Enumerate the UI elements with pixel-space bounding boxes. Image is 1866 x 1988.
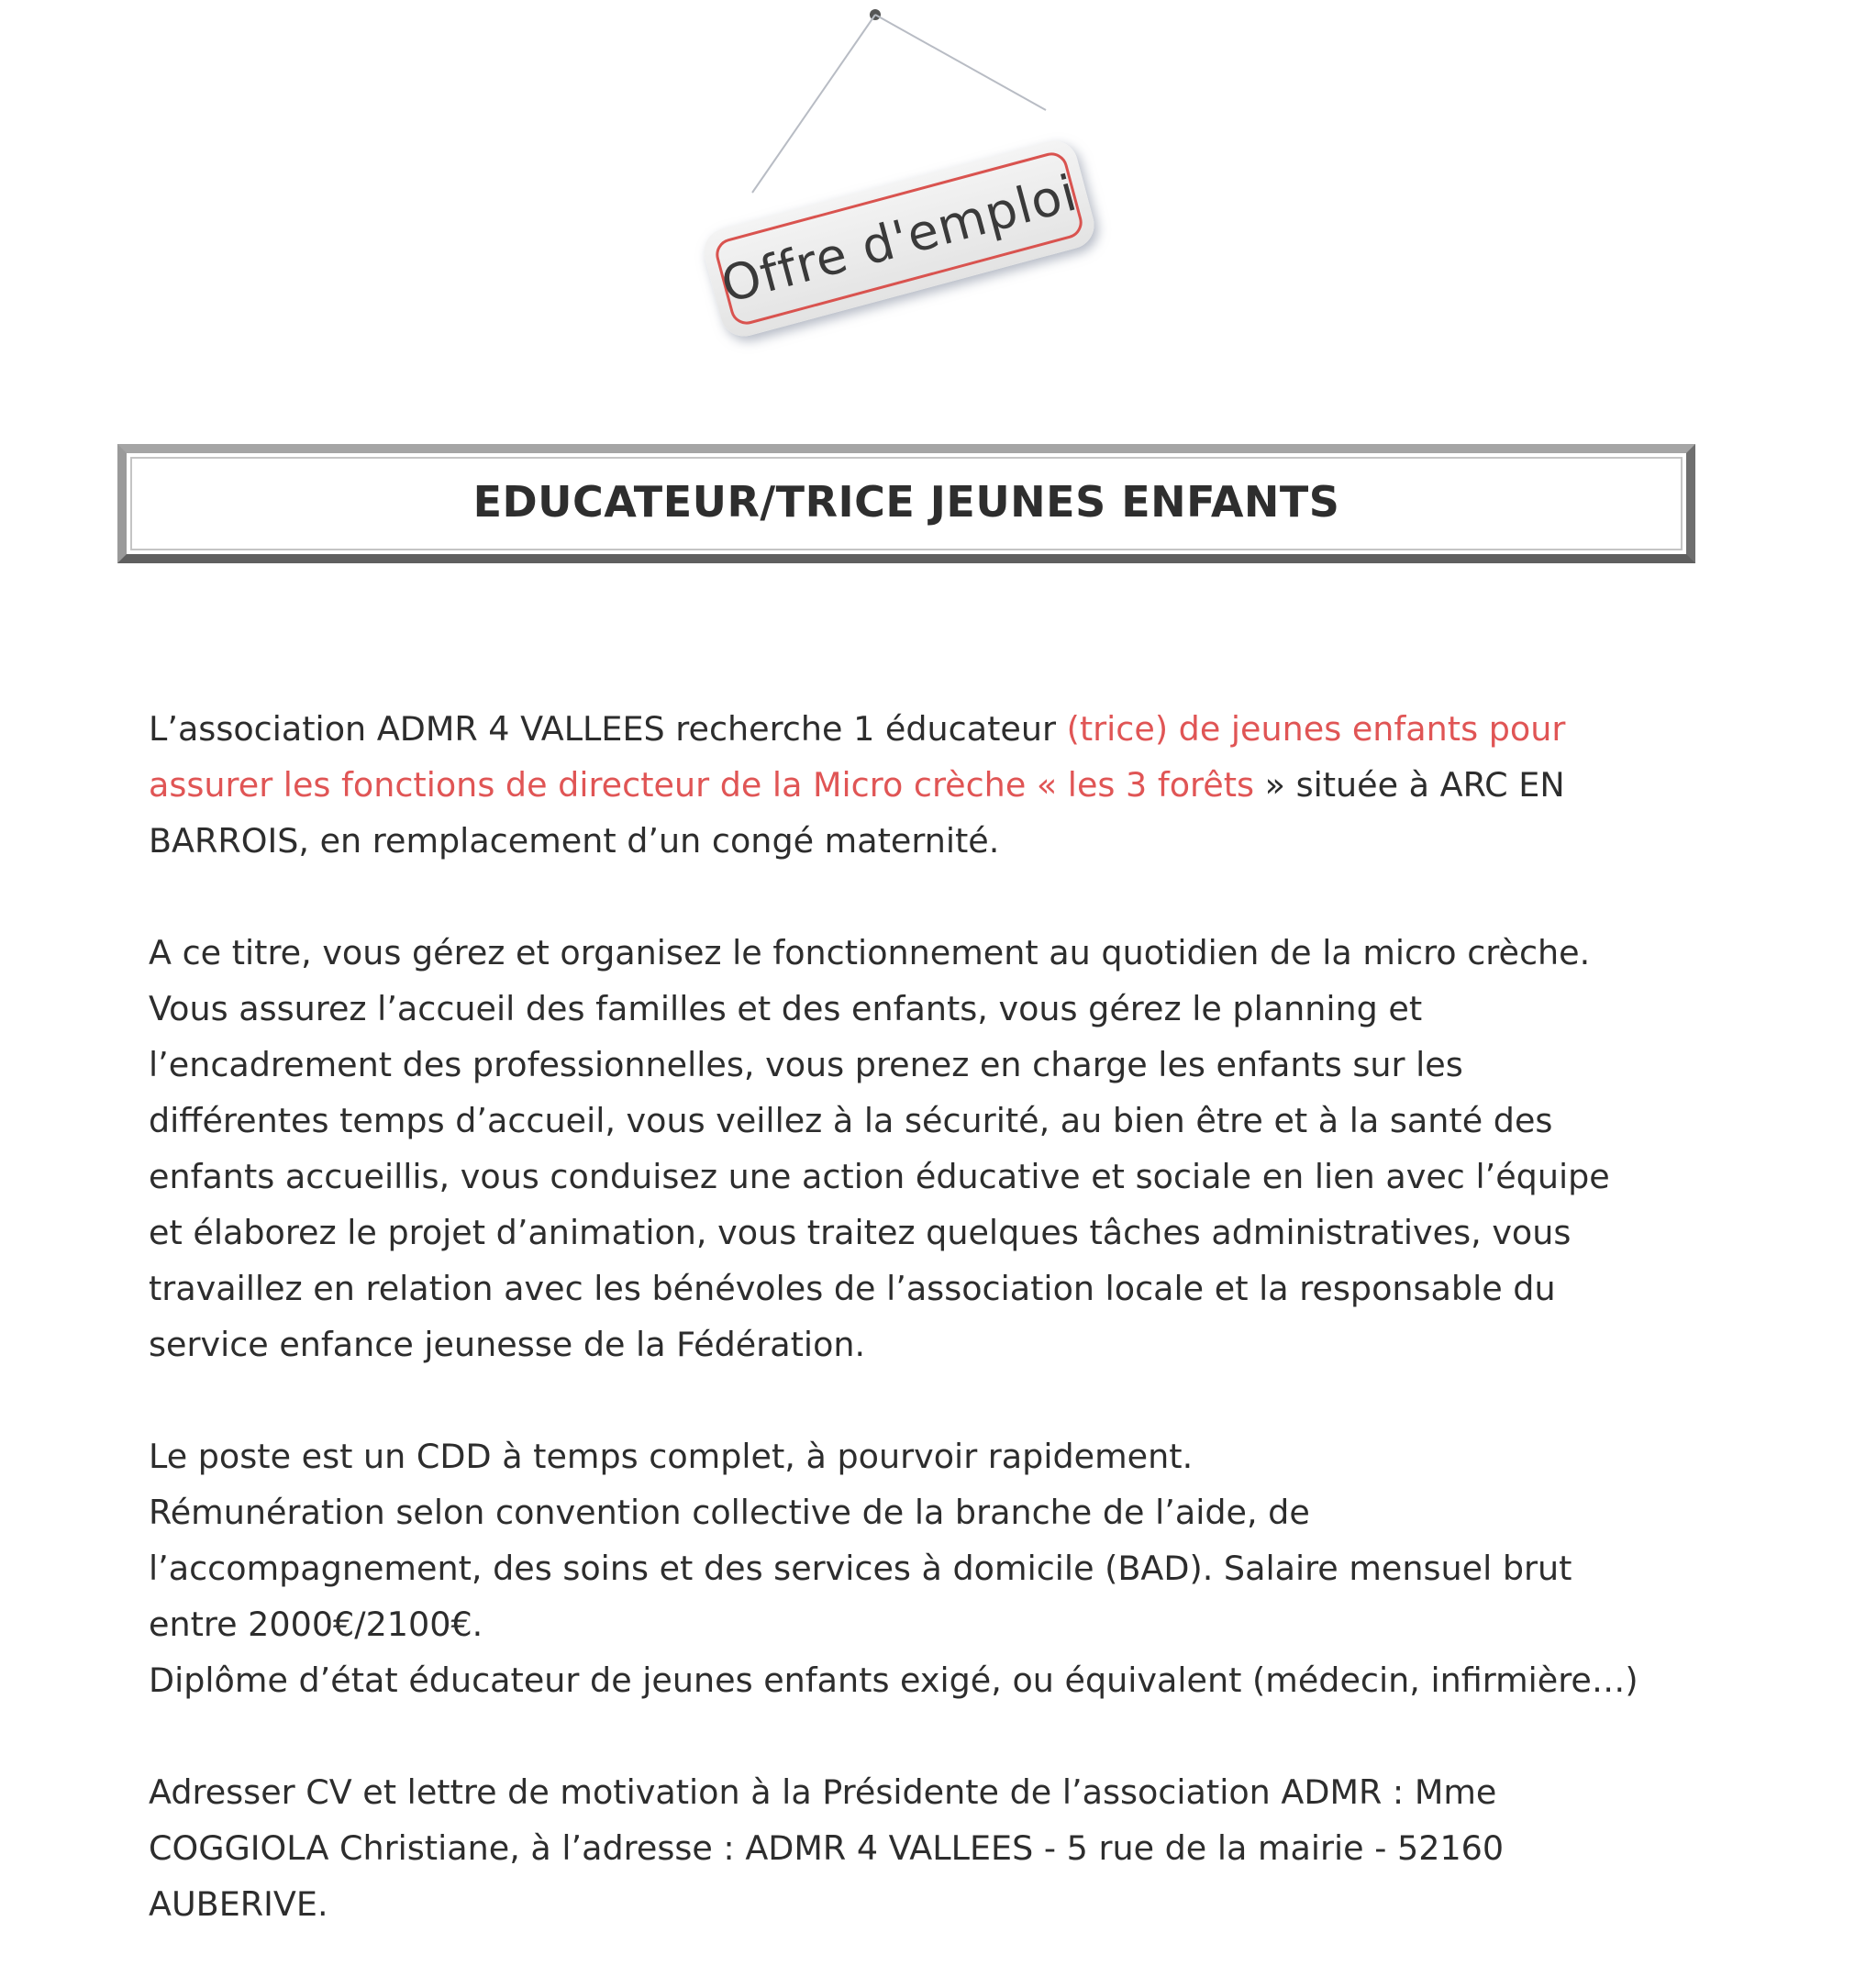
diploma-line: Diplôme d’état éducateur de jeunes enfants exigé, ou équivalent (médecin, infirmière…) (149, 1660, 1638, 1700)
sign-label: Offre d'emploi (715, 163, 1083, 314)
intro-paragraph (149, 701, 1653, 869)
missions-paragraph: A ce titre, vous gérez et organisez le fonctionnement au quotidien de la micro crèche. Vous assurez l’accueil des familles et des enfants, vous gérez le planning et l’encadrement des professionnelles, vous prenez en charge les enfants sur les différentes temps d’accueil, vous veillez à la sécurité, au bien être et à la santé des enfants accueillis, vous conduisez une action éducative et sociale en lien avec l’équipe et élaborez le projet d’animation, vous traitez quelques tâches administratives, vous travaillez en relation avec les bénévoles de l’association locale et la responsable du service enfance jeunesse de la Fédération. (149, 933, 1610, 1364)
intro-text-1: L’association ADMR 4 VALLEES recherche 1 éducateur (149, 709, 1067, 749)
application-paragraph: Adresser CV et lettre de motivation à la Présidente de l’association ADMR : Mme COGGIOLA Christiane, à l’adresse : ADMR 4 VALLEES - 5 rue de la mairie - 52160 AUBERIVE. (149, 1772, 1505, 1924)
intro-text-2: » située à ARC EN BARROIS, en remplacement d’un congé maternité. (149, 765, 1565, 861)
intro-highlight: (trice) de jeunes enfants pour assurer les fonctions de directeur de la Micro crèche « les 3 forêts (149, 709, 1566, 805)
contract-line: Le poste est un CDD à temps complet, à pourvoir rapidement. (149, 1437, 1194, 1476)
salary-line: Rémunération selon convention collective de la branche de l’aide, de l’accompagnement, des soins et des services à domicile (BAD). Salaire mensuel brut entre 2000€/2100€. (149, 1493, 1572, 1644)
offer-body (149, 701, 1653, 1988)
page-title: EDUCATEUR/TRICE JEUNES ENFANTS (472, 477, 1340, 527)
title-box (117, 444, 1695, 563)
